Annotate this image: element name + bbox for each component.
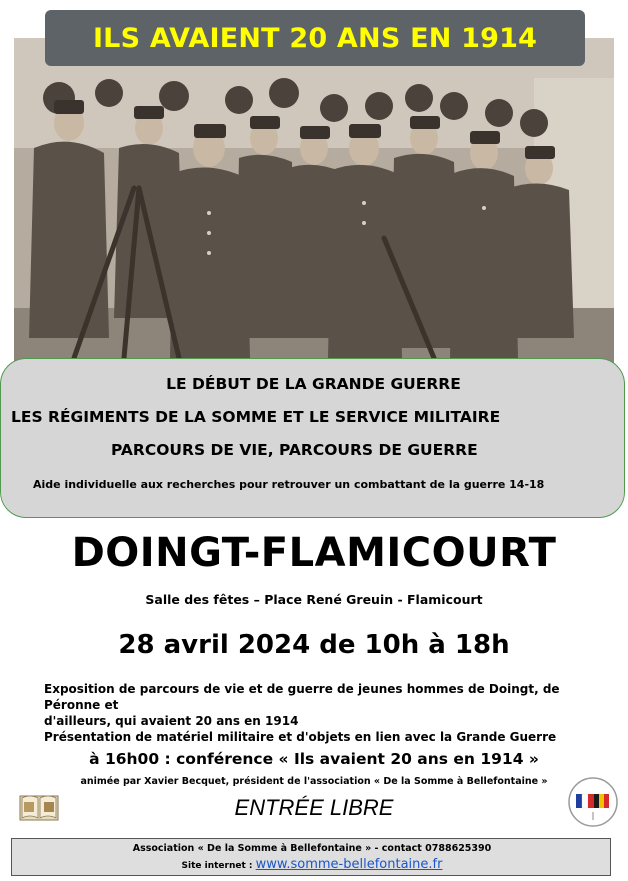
themes-box xyxy=(0,358,625,518)
website-line xyxy=(12,857,612,872)
description-line-1: Exposition de parcours de vie et de guerre de jeunes hommes de Doingt, de Péronne et xyxy=(44,682,560,712)
theme-line-4: Aide individuelle aux recherches pour retrouver un combattant de la guerre 14-18 xyxy=(33,478,545,491)
description-line-3: Présentation de matériel militaire et d'objets en lien avec la Grande Guerre xyxy=(44,730,557,744)
theme-line-3: PARCOURS DE VIE, PARCOURS DE GUERRE xyxy=(111,441,478,459)
association-contact: Association « De la Somme à Bellefontaine » - contact 0788625390 xyxy=(132,843,492,854)
soldiers-illustration xyxy=(14,38,614,378)
venue: Salle des fêtes – Place René Greuin - Flamicourt xyxy=(145,592,483,607)
event-date: 28 avril 2024 de 10h à 18h xyxy=(118,630,510,660)
description-line-2: d'ailleurs, qui avaient 20 ans en 1914 xyxy=(44,714,299,728)
theme-line-1: LE DÉBUT DE LA GRANDE GUERRE xyxy=(166,375,461,393)
footer xyxy=(11,838,611,876)
soldiers-photo xyxy=(14,38,614,378)
book-icon xyxy=(18,790,60,824)
website-link[interactable]: www.somme-bellefontaine.fr xyxy=(255,857,443,872)
poster-title: ILS AVAIENT 20 ANS EN 1914 xyxy=(92,22,538,54)
description xyxy=(44,681,614,745)
theme-line-2: LES RÉGIMENTS DE LA SOMME ET LE SERVICE MILITAIRE xyxy=(11,408,501,426)
title-banner xyxy=(45,10,585,66)
association-emblem-icon xyxy=(567,776,619,828)
site-label: Site internet : xyxy=(181,861,253,871)
town-name: DOINGT-FLAMICOURT xyxy=(71,530,557,576)
host-line: animée par Xavier Becquet, président de l'association « De la Somme à Bellefontaine » xyxy=(80,776,548,787)
conference-line: à 16h00 : conférence « Ils avaient 20 ans en 1914 » xyxy=(89,750,539,768)
entry-free: ENTRÉE LIBRE xyxy=(234,795,394,820)
